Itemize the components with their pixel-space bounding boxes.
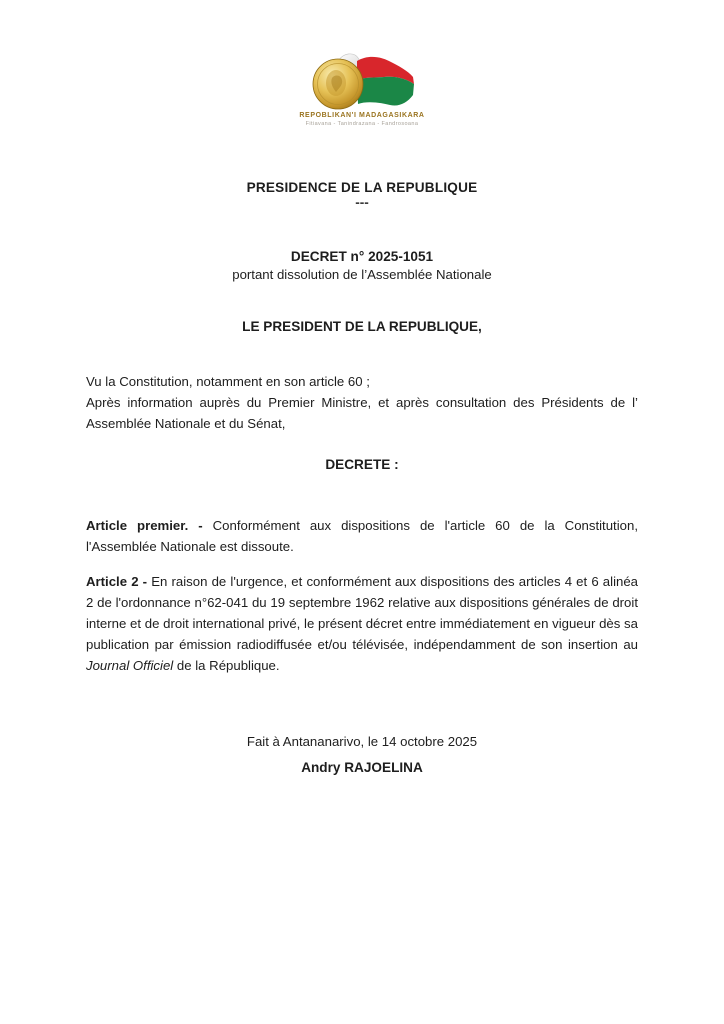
enactment-heading: DECRETE : [325, 457, 399, 472]
title-separator: --- [355, 195, 369, 210]
institution-title: PRESIDENCE DE LA REPUBLIQUE [246, 180, 478, 195]
flag-green-band [357, 77, 414, 106]
decree-number: DECRET n° 2025-1051 [290, 249, 434, 264]
article-2-journal-officiel: Journal Officiel [86, 658, 174, 673]
seal-motto: Fitiavana - Tanindrazana - Fandrosoana [305, 121, 419, 127]
seal-country-name: REPOBLIKAN'I MADAGASIKARA [299, 112, 425, 119]
article-2 [86, 571, 638, 676]
article-2-body-end: de la République. [176, 658, 280, 673]
article-2-label: Article 2 - [86, 574, 148, 589]
preamble [86, 371, 638, 434]
article-2-body-start: En raison de l'urgence, et conformément aux dispositions des articles 4 et 6 alinéa 2 de l'ordonnance n°62-041 du 19 septembre 1962 relative aux dispositions générales de droit interne et de droit international privé, le présent décret entre immédiatement en vigueur dès sa publication par émission radiodiffusée et/ou télévisée, indépendamment de son insertion au [86, 574, 638, 652]
signatory-name: Andry RAJOELINA [301, 760, 423, 775]
madagascar-seal-icon [307, 50, 417, 110]
issuer-title: LE PRESIDENT DE LA REPUBLIQUE, [242, 319, 482, 334]
place-and-date: Fait à Antananarivo, le 14 octobre 2025 [246, 734, 478, 749]
document-content [86, 0, 638, 778]
article-premier [86, 515, 638, 557]
article-premier-label: Article premier. - [86, 518, 203, 533]
consultation-line: Après information auprès du Premier Ministre, et après consultation des Présidents de l’ Assemblée Nationale et du Sénat, [86, 395, 638, 431]
visa-line: Vu la Constitution, notamment en son article 60 ; [86, 374, 370, 389]
decree-subject: portant dissolution de l’Assemblée Nationale [232, 267, 492, 282]
article-premier-body: Conformément aux dispositions de l'article 60 de la Constitution, l'Assemblée Nationale est dissoute. [86, 518, 638, 554]
national-seal [86, 50, 638, 128]
